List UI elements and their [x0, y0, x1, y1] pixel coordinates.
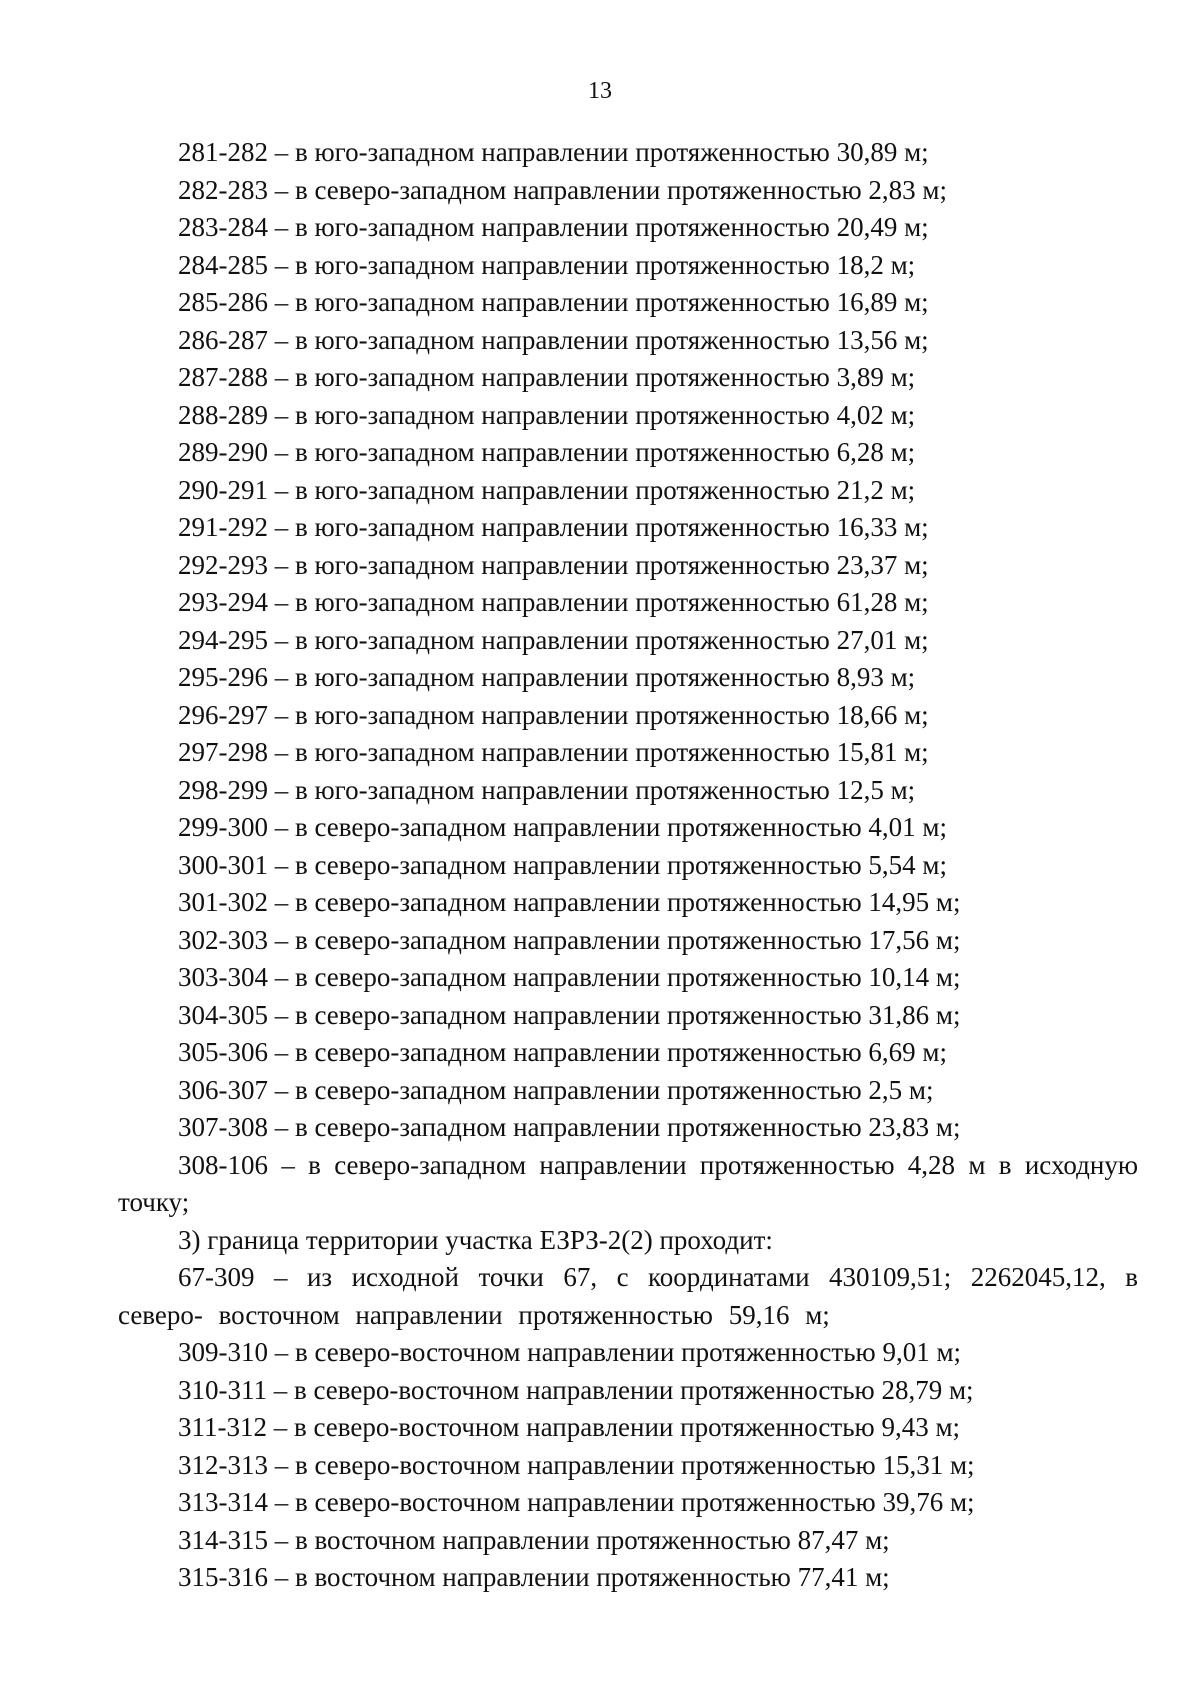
segment-line: 307-308 – в северо-западном направлении протяженностью 23,83 м; — [178, 1112, 961, 1142]
segment-line: 299-300 – в северо-западном направлении протяженностью 4,01 м; — [178, 812, 947, 842]
segment-line: 305-306 – в северо-западном направлении протяженностью 6,69 м; — [178, 1037, 947, 1067]
page-number: 13 — [588, 78, 612, 104]
segment-line: 309-310 – в северо-восточном направлении протяженностью 9,01 м; — [178, 1337, 962, 1367]
segment-line: 313-314 – в северо-восточном направлении протяженностью 39,76 м; — [178, 1487, 975, 1517]
segment-line: 302-303 – в северо-западном направлении протяженностью 17,56 м; — [178, 924, 961, 955]
segment-line: 291-292 – в юго-западном направлении протяженностью 16,33 м; — [178, 512, 929, 542]
segment-line: 297-298 – в юго-западном направлении протяженностью 15,81 м; — [178, 737, 929, 767]
segment-line: 298-299 – в юго-западном направлении протяженностью 12,5 м; — [178, 774, 916, 805]
segment-line: 293-294 – в юго-западном направлении протяженностью 61,28 м; — [178, 587, 929, 617]
segment-line: 314-315 – в восточном направлении протяженностью 87,47 м; — [178, 1524, 890, 1555]
segment-list-southwest-northwest — [118, 134, 1138, 1147]
segment-line: 311-312 – в северо-восточном направлении протяженностью 9,43 м; — [178, 1412, 961, 1442]
segment-line: 288-289 – в юго-западном направлении протяженностью 4,02 м; — [178, 399, 916, 430]
segment-line: 281-282 – в юго-западном направлении протяженностью 30,89 м; — [178, 137, 929, 167]
segment-line: 295-296 – в юго-западном направлении протяженностью 8,93 м; — [178, 662, 916, 692]
document-body — [118, 134, 1138, 1597]
segment-line: 292-293 – в юго-западном направлении протяженностью 23,37 м; — [178, 549, 929, 580]
segment-line: 315-316 – в восточном направлении протяженностью 77,41 м; — [178, 1562, 890, 1592]
segment-line: 286-287 – в юго-западном направлении протяженностью 13,56 м; — [178, 324, 929, 355]
segment-paragraph-start: 67-309 – из исходной точки 67, с координатами 430109,51; 2262045,12, в северо- восточном направлении протяженностью 59,16 м; — [118, 1262, 1138, 1330]
segment-line: 283-284 – в юго-западном направлении протяженностью 20,49 м; — [178, 212, 929, 242]
segment-line: 285-286 – в юго-западном направлении протяженностью 16,89 м; — [178, 287, 929, 317]
segment-line: 282-283 – в северо-западном направлении протяженностью 2,83 м; — [178, 174, 947, 205]
segment-line: 296-297 – в юго-западном направлении протяженностью 18,66 м; — [178, 699, 929, 730]
segment-line: 300-301 – в северо-западном направлении протяженностью 5,54 м; — [178, 849, 947, 880]
section-heading: 3) граница территории участка ЕЗРЗ-2(2) проходит: — [178, 1224, 773, 1255]
segment-line: 301-302 – в северо-западном направлении протяженностью 14,95 м; — [178, 887, 961, 917]
segment-line: 304-305 – в северо-западном направлении протяженностью 31,86 м; — [178, 999, 961, 1030]
segment-line: 294-295 – в юго-западном направлении протяженностью 27,01 м; — [178, 624, 929, 655]
segment-line: 289-290 – в юго-западном направлении протяженностью 6,28 м; — [178, 437, 916, 467]
segment-paragraph-return: 308-106 – в северо-западном направлении протяженностью 4,28 м в исходную точку; — [118, 1149, 1138, 1217]
segment-line: 306-307 – в северо-западном направлении протяженностью 2,5 м; — [178, 1074, 934, 1105]
segment-line: 287-288 – в юго-западном направлении протяженностью 3,89 м; — [178, 362, 916, 392]
segment-list-northeast-east — [118, 1334, 1138, 1597]
segment-line: 310-311 – в северо-восточном направлении протяженностью 28,79 м; — [178, 1374, 974, 1405]
segment-line: 290-291 – в юго-западном направлении протяженностью 21,2 м; — [178, 474, 916, 505]
segment-line: 284-285 – в юго-западном направлении протяженностью 18,2 м; — [178, 249, 916, 280]
segment-line: 303-304 – в северо-западном направлении протяженностью 10,14 м; — [178, 962, 961, 992]
segment-line: 312-313 – в северо-восточном направлении протяженностью 15,31 м; — [178, 1449, 975, 1480]
